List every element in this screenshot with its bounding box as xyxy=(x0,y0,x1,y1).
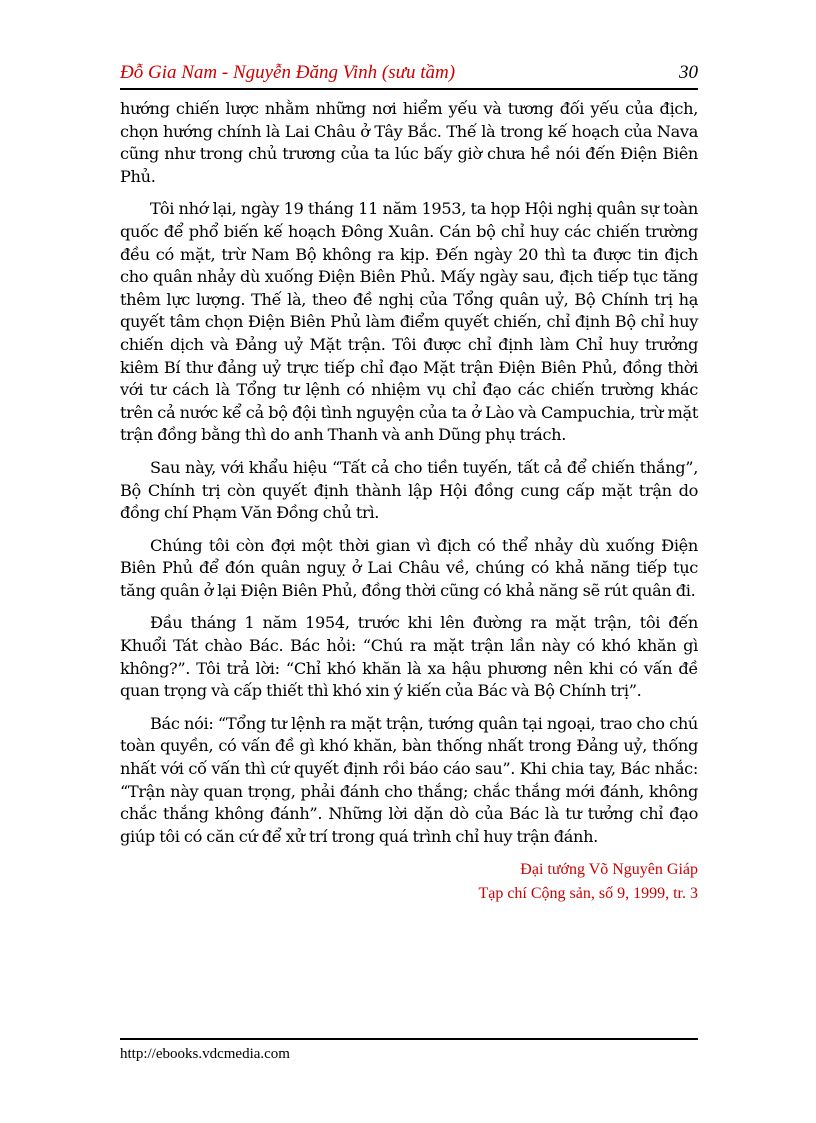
article-body xyxy=(120,98,698,906)
paragraph: Sau này, với khẩu hiệu “Tất cả cho tiền tuyến, tất cả để chiến thắng”, Bộ Chính trị còn quyết định thành lập Hội đồng cung cấp mặt trận do đồng chí Phạm Văn Đồng chủ trì. xyxy=(120,457,698,523)
signature-author: Đại tướng Võ Nguyên Giáp xyxy=(520,861,698,879)
page-header xyxy=(120,60,698,90)
footer-url-link[interactable]: http://ebooks.vdcmedia.com xyxy=(120,1046,290,1062)
page-number: 30 xyxy=(679,62,698,83)
signature-source: Tạp chí Cộng sản, số 9, 1999, tr. 3 xyxy=(478,885,698,903)
paragraph: Tôi nhớ lại, ngày 19 tháng 11 năm 1953, ta họp Hội nghị quân sự toàn quốc để phổ biến kế hoạch Đông Xuân. Cán bộ chỉ huy các chiến trường đều có mặt, trừ Nam Bộ không ra kịp. Đến ngày 20 thì ta được tin địch cho quân nhảy dù xuống Điện Biên Phủ. Mấy ngày sau, địch tiếp tục tăng thêm lực lượng. Thế là, theo đề nghị của Tổng quân uỷ, Bộ Chính trị hạ quyết tâm chọn Điện Biên Phủ làm điểm quyết chiến, chỉ định Bộ chỉ huy chiến dịch và Đảng uỷ Mặt trận. Tôi được chỉ định làm Chỉ huy trưởng kiêm Bí thư đảng uỷ trực tiếp chỉ đạo Mặt trận Điện Biên Phủ, đồng thời với tư cách là Tổng tư lệnh có nhiệm vụ chỉ đạo các chiến trường khác trên cả nước kể cả bộ đội tình nguyện của ta ở Lào và Campuchia, trừ mặt trận đồng bằng thì do anh Thanh và anh Dũng phụ trách. xyxy=(120,199,698,445)
paragraph: Chúng tôi còn đợi một thời gian vì địch có thể nhảy dù xuống Điện Biên Phủ để đón quân nguỵ ở Lai Châu về, chúng có khả năng tiếp tục tăng quân ở lại Điện Biên Phủ, đồng thời cũng có khả năng sẽ rút quân đi. xyxy=(120,535,698,600)
paragraph: Đầu tháng 1 năm 1954, trước khi lên đường ra mặt trận, tôi đến Khuổi Tát chào Bác. Bác hỏi: “Chú ra mặt trận lần này có khó khăn gì không?”. Tôi trả lời: “Chỉ khó khăn là xa hậu phương nên khi có vấn đề quan trọng và cấp thiết thì khó xin ý kiến của Bác và Bộ Chính trị”. xyxy=(120,613,698,701)
paragraph: hướng chiến lược nhằm những nơi hiểm yếu và tương đối yếu của địch, chọn hướng chính là Lai Châu ở Tây Bắc. Thế là trong kế hoạch của Nava cũng như trong chủ trương của ta lúc bấy giờ chưa hề nói đến Điện Biên Phủ. xyxy=(120,99,698,186)
signature-block xyxy=(120,858,698,906)
paragraph: Bác nói: “Tổng tư lệnh ra mặt trận, tướng quân tại ngoại, trao cho chú toàn quyền, có vấn đề gì khó khăn, bàn thống nhất trong Đảng uỷ, thống nhất với cố vấn thì cứ quyết định rồi báo cáo sau”. Khi chia tay, Bác nhắc: “Trận này quan trọng, phải đánh cho thắng; chắc thắng mới đánh, không chắc thắng không đánh”. Những lời dặn dò của Bác là tư tưởng chỉ đạo giúp tôi có căn cứ để xử trí trong quá trình chỉ huy trận đánh. xyxy=(120,713,698,846)
header-title: Đỗ Gia Nam - Nguyễn Đăng Vinh (sưu tầm) xyxy=(120,62,456,83)
page-footer xyxy=(120,1038,698,1062)
